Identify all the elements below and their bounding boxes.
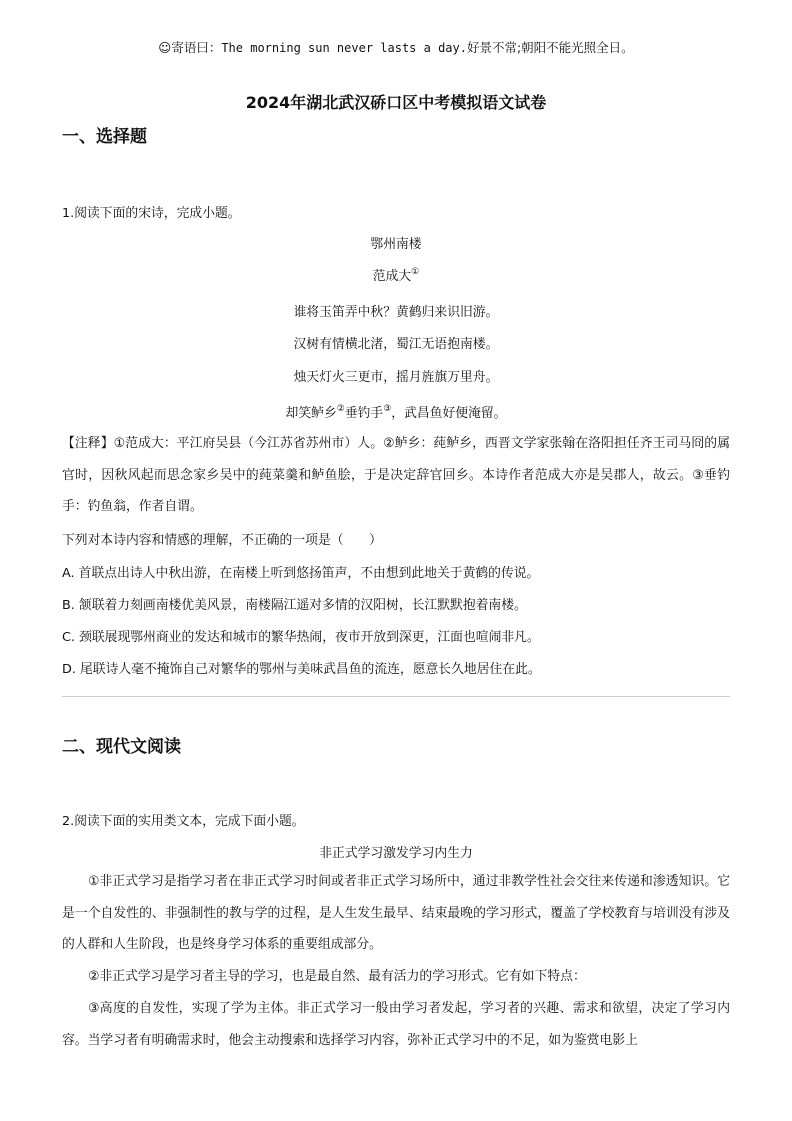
question-1-stem: 下列对本诗内容和情感的理解，不正确的一项是（ ）: [62, 533, 382, 548]
section-heading-reading: 二、现代文阅读: [62, 737, 181, 757]
poem-author: [0, 265, 792, 284]
motto-prefix: ☺寄语曰：: [158, 40, 222, 55]
poem-line-1: 谁将玉笛弄中秋？黄鹤归来识旧游。: [293, 305, 499, 320]
option-b: B. 颔联着力刻画南楼优美风景，南楼隔江遥对多情的汉阳树，长江默默抱着南楼。: [62, 598, 527, 613]
footnote-mark: ①: [411, 267, 420, 277]
poem-line-4-part-b: 垂钓手: [344, 406, 384, 421]
motto-english: The morning sun never lasts a day.: [221, 41, 467, 55]
motto-line: [0, 38, 792, 56]
article-title: 非正式学习激发学习内生力: [319, 846, 473, 861]
option-a: A. 首联点出诗人中秋出游，在南楼上听到悠扬笛声，不由想到此地关于黄鹤的传说。: [62, 566, 540, 581]
poem-title: 鄂州南楼: [370, 237, 422, 252]
section-heading-choice: 一、选择题: [62, 127, 147, 147]
poem-line-4: [0, 402, 792, 421]
article-paragraph-3: ③高度的自发性，实现了学为主体。非正式学习一般由学习者发起，学习者的兴趣、需求和欲望，决定了学习内容。当学习者有明确需求时，他会主动搜索和选择学习内容，弥补正式学习中的不足，如为鉴赏电影上: [62, 1001, 730, 1048]
exam-title: 2024年湖北武汉硚口区中考模拟语文试卷: [245, 93, 547, 112]
footnote-mark: ③: [383, 404, 392, 414]
footnote-mark: ②: [336, 404, 345, 414]
motto-suffix: 好景不常;朝阳不能光照全日。: [466, 40, 634, 55]
option-c: C. 颈联展现鄂州商业的发达和城市的繁华热闹，夜市开放到深更，江面也喧闹非凡。: [62, 630, 540, 645]
poem-line-4-part-c: ，武昌鱼好便淹留。: [391, 406, 507, 421]
question-2-intro: 2.阅读下面的实用类文本，完成下面小题。: [62, 814, 305, 829]
section-divider: [62, 696, 730, 697]
question-1-intro: 1.阅读下面的宋诗，完成小题。: [62, 206, 241, 221]
poem-line-3: 烛天灯火三更市，摇月旌旗万里舟。: [293, 370, 499, 385]
poem-annotation: 【注释】①范成大：平江府吴县（今江苏省苏州市）人。②鲈乡：莼鲈乡，西晋文学家张翰在洛阳担任齐王司马冏的属官时，因秋风起而思念家乡吴中的莼菜羹和鲈鱼脍，于是决定辞官回乡。本诗作者范成大亦是吴郡人，故云。③垂钓手：钓鱼翁，作者自谓。: [62, 436, 730, 514]
article-paragraph-1: ①非正式学习是指学习者在非正式学习时间或者非正式学习场所中，通过非教学性社会交往来传递和渗透知识。它是一个自发性的、非强制性的教与学的过程，是人生发生最早、结束最晚的学习形式，覆盖了学校教育与培训没有涉及的人群和人生阶段，也是终身学习体系的重要组成部分。: [62, 874, 730, 952]
article-paragraph-2: ②非正式学习是学习者主导的学习，也是最自然、最有活力的学习形式。它有如下特点：: [88, 969, 586, 984]
poem-line-2: 汉树有情横北渚，蜀江无语抱南楼。: [293, 337, 499, 352]
poem-line-4-part-a: 却笑鲈乡: [285, 406, 337, 421]
option-d: D. 尾联诗人毫不掩饰自己对繁华的鄂州与美味武昌鱼的流连，愿意长久地居住在此。: [62, 662, 541, 677]
author-name: 范成大: [372, 269, 412, 284]
